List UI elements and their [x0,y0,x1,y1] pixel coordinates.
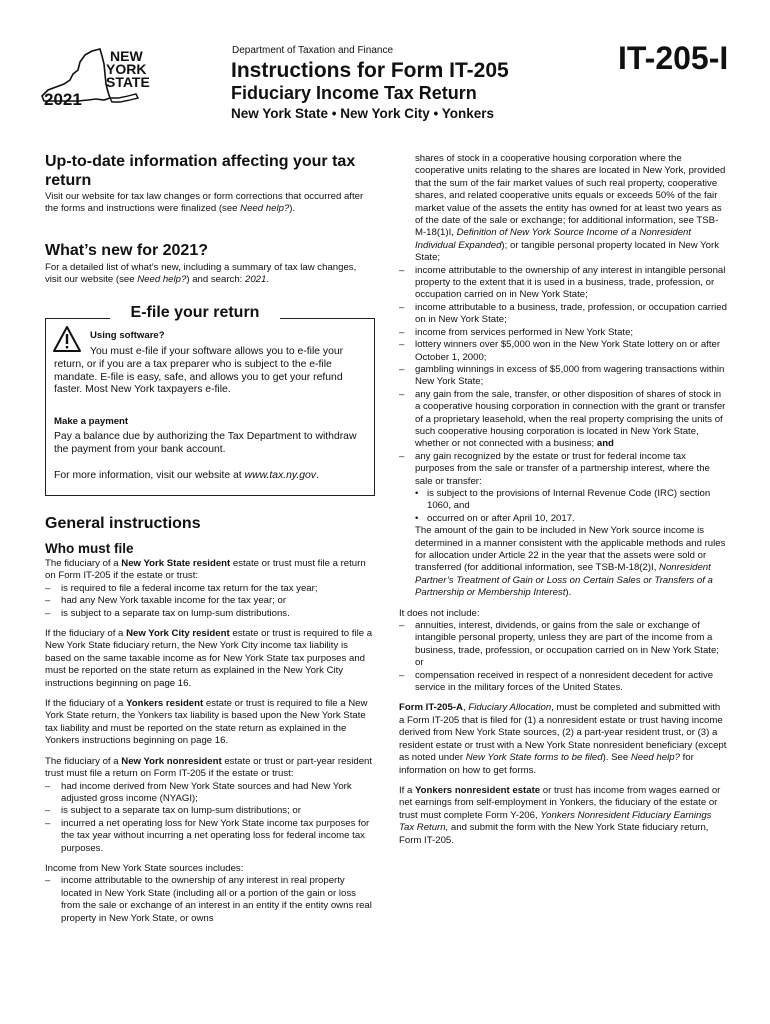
website-link: www.tax.ny.gov [244,470,316,481]
list-item: – incurred a net operating loss for New York State income tax purposes for the tax year without incurring a net operating loss for federal income tax purposes. [45,818,373,855]
logo-text-new: NEW [110,48,143,64]
list-item: – is subject to a separate tax on lump-sum distributions; or [45,805,373,817]
efile-title: E-file your return [110,304,280,322]
list-item: – is subject to a separate tax on lump-sum distributions. [45,608,373,620]
page-title: Instructions for Form IT-205 [231,59,509,82]
list-item: – is required to file a federal income tax return for the tax year; [45,583,373,595]
sub-list-item: • occurred on or after April 10, 2017. [415,513,727,525]
general-instructions-heading: General instructions [45,515,201,532]
list-item: – income from services performed in New York State; [399,327,727,339]
right-column: shares of stock in a cooperative housing corporation where the cooperative units relating to the shares are located in New York, provided that the sum of the fair market values of such real property, cooperative shares, and related cooperative units equals or exceeds 50% of the fair market value of the assets the entity has owned for at least two years as of the date of the sale or exchange; for additional information, see TSB-M-18(1)I, Definition of New York Source Income of a Nonresident Individual Expanded); or tangible personal property located in New York State; – income attributable to the ownership of any interest in intangible personal property to the extent that it is used in a business, trade, profession, or occupation carried on in New York State; – income attributable to a business, trade, profession, or occupation carried on in New York State; – income from services performed in New York State; – lottery winners over $5,000 won in the New York State lottery on or after October 1, 2000; – gambling winnings in excess of $5,000 from wagering transactions within New York State; – any gain from the sale, transfer, or other disposition of shares of stock in a cooperative housing corporation in connection with the grant or transfer of a proprietary leasehold, when the real property comprising the units of such cooperative housing corporation is located in New York State, whether or not connected with a business; and – any gain recognized by the estate or trust for federal income tax purposes from the sale or transfer of a partnership interest, where the sale or transfer: • is subject to the provisions of Internal Revenue Code (IRC) section 1060, and • occurred on or after April 10, 2017. The amount of the gain to be included in New York source income is determined in a manner consistent with the applicable methods and rules for allocation under Article 22 in the year that the assets were sold or transferred (for additional information, see TSB-M-18(2)I, Nonresident Partner’s Treatment of Gain or Loss on Certain Sales or Transfers of a Partnership or Membership Interest). It does not include: – annuities, interest, dividends, or gains from the sale or exchange of intangible personal property, unless they are part of the income from a business, trade, profession, or occupation carried on in New York State; or – compensation received in respect of a nonresident decedent for active service in the military forces of the United States. Form IT-205-A, Fiduciary Allocation, must be completed and submitted with a Form IT-205 that is filed for (1) a nonresident estate or trust having income derived from New York State sources, (2) a part-year resident trust, or (3) a resident estate or trust with a New York State nonresident beneficiary (except as noted under New York State forms to be filed). See Need help? for information on how to get forms. If a Yonkers nonresident estate or trust has income from wages earned or net earnings from self-employment in Yonkers, the fiduciary of the estate or trust must complete Form Y-206, Yonkers Nonresident Fiduciary Earnings Tax Return, and submit the form with the New York State fiduciary return, Form IT-205. [399,153,727,847]
using-software-label: Using software? [90,330,165,341]
list-item: – income attributable to the ownership of any interest in real property located in New York State (including all or a portion of the gain or loss from the sale or exchange of an interest in an entity if the entity owns real property in New York State, or owns [45,875,373,925]
list-item: – annuities, interest, dividends, or gains from the sale or exchange of intangible personal property, unless they are part of the income from a business, trade, profession, or occupation carried on in New York State; or [399,620,727,670]
list-item: – any gain from the sale, transfer, or other disposition of shares of stock in a cooperative housing corporation in connection with the grant or transfer of a proprietary leasehold, when the real property comprising the units of such cooperative housing corporation is located in New York State, whether or not connected with a business; and [399,389,727,451]
whats-new-text: For a detailed list of what’s new, including a summary of tax law changes, visit our website (see Need help?) and search: 2021. [45,262,357,286]
tax-year: 2021 [44,90,82,109]
uptodate-text: Visit our website for tax law changes or form corrections that occurred after the forms and instructions were finalized (see Need help?). [45,191,364,215]
whats-new-heading: What’s new for 2021? [45,242,208,259]
page-subtitle: Fiduciary Income Tax Return [231,83,477,103]
who-must-file-heading: Who must file [45,541,134,556]
make-payment-text: Pay a balance due by authorizing the Tax Department to withdraw the payment from your bank account. [54,431,357,455]
form-id: IT-205-I [618,40,729,76]
list-item: – had any New York taxable income for the tax year; or [45,595,373,607]
list-item: – compensation received in respect of a nonresident decedent for active service in the military forces of the United States. [399,670,727,695]
list-item: – had income derived from New York State sources and had New York adjusted gross income (NYAGI); [45,781,373,806]
who-must-file-section: The fiduciary of a New York State resident estate or trust must file a return on Form IT-205 if the estate or trust: – is required to file a federal income tax return for the tax year; – had any New York taxable income for the tax year; or – is subject to a separate tax on lump-sum distributions. If the fiduciary of a New York City resident estate or trust is required to file a New York State fiduciary return, the New York City income tax liability is based on the same taxable income as for New York State tax purposes and must be reported on the state return as explained in the New York City instructions beginning on page 16. If the fiduciary of a Yonkers resident estate or trust is required to file a New York State return, the Yonkers tax liability is based upon the New York State tax liability and must be reported on the state return as explained in the Yonkers instructions beginning on page 16. The fiduciary of a New York nonresident estate or trust or part-year resident trust must file a return on Form IT-205 if the estate or trust: – had income derived from New York State sources and had New York adjusted gross income (NYAGI); – is subject to a separate tax on lump-sum distributions; or – incurred a net operating loss for New York State income tax purposes for the tax year without incurring a net operating loss for federal income tax purposes. Income from New York State sources includes: – income attributable to the ownership of any interest in real property located in New York State (including all or a portion of the gain or loss from the sale or exchange of an interest in an entity if the entity owns real property in New York State, or owns [45,558,373,925]
list-item: – income attributable to a business, trade, profession, or occupation carried on in New York State; [399,302,727,327]
sub-list-item: • is subject to the provisions of Internal Revenue Code (IRC) section 1060, and [415,488,727,513]
list-item: – income attributable to the ownership of any interest in intangible personal property to the extent that it is used in a business, trade, profession, or occupation carried on in New York State; [399,265,727,302]
make-payment-label: Make a payment [54,416,129,427]
list-item: – any gain recognized by the estate or trust for federal income tax purposes from the sale or transfer of a partnership interest, where the sale or transfer: [399,451,727,488]
department-name: Department of Taxation and Finance [232,45,394,56]
more-info-text: For more information, visit our website at www.tax.ny.gov. [54,470,319,481]
list-item: – gambling winnings in excess of $5,000 from wagering transactions within New York State; [399,364,727,389]
uptodate-heading: Up-to-date information affecting your tax return [45,153,356,189]
jurisdictions: New York State • New York City • Yonkers [231,106,495,121]
using-software-text: You must e-file if your software allows you to e-file your return, or if you are a tax preparer who is subject to the e-file mandate. E-file is easy, safe, and allows you to get your refund faster. Most New York taxpayers e-file. [54,346,344,396]
need-help-link: Need help? [240,203,290,215]
logo-text-state: STATE [106,74,150,90]
logo-text-york: YORK [106,61,147,77]
list-item: – lottery winners over $5,000 won in the New York State lottery on or after October 1, 2000; [399,339,727,364]
